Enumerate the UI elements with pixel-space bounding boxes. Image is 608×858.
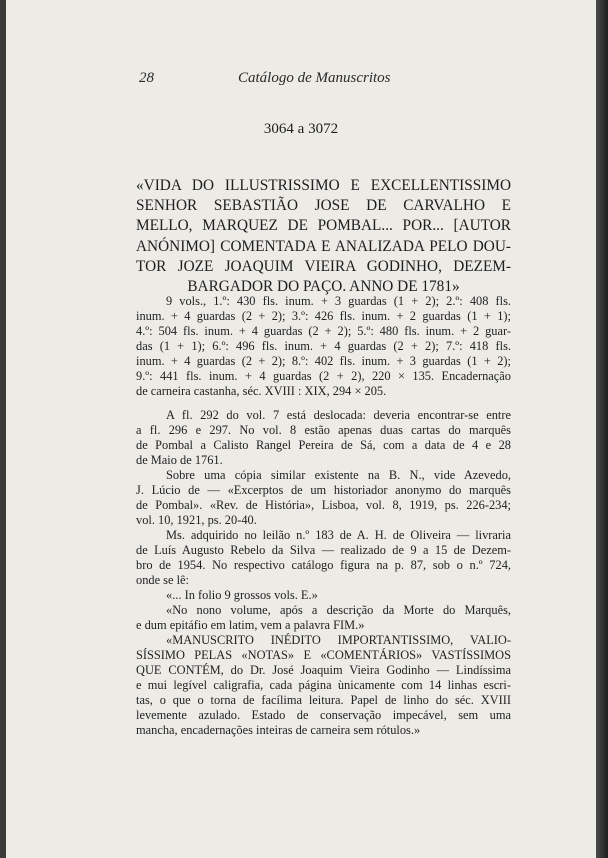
- running-title: Catálogo de Manuscritos: [238, 70, 391, 86]
- text-line: de carneira castanha, séc. XVIII : XIX, 294 × 205.: [136, 384, 387, 398]
- text-line: levemente azulado. Estado de conservação impecável, sem uma: [136, 708, 511, 722]
- text-line: Ms. adquirido no leilão n.º 183 de A. H. de Oliveira — livraria: [166, 528, 511, 542]
- catalog-entry-number: 3064 a 3072: [263, 121, 339, 137]
- text-line: «No nono volume, após a descrição da Morte do Marquês,: [166, 603, 511, 617]
- text-line: bro de 1954. No respectivo catálogo figura na p. 87, sob o n.º 724,: [136, 558, 511, 572]
- text-line: SÍSSIMO PELAS «NOTAS» E «COMENTÁRIOS» VASTÍSSIMOS: [136, 648, 511, 662]
- page-number: 28: [139, 70, 154, 86]
- text-line: de Luís Augusto Rebelo da Silva — realizado de 9 a 15 de Dezem-: [136, 543, 511, 557]
- text-line: e dum epitáfio em latim, vem a palavra FIM.»: [136, 618, 365, 632]
- entry-title-line: ANÓNIMO] COMENTADA E ANALIZADA PELO DOU-: [136, 237, 511, 255]
- page-edge-shadow: [596, 0, 608, 858]
- entry-title-line: BARGADOR DO PAÇO. ANNO DE 1781»: [187, 278, 460, 296]
- text-line: das (1 + 1); 6.º: 496 fls. inum. + 4 guardas (2 + 2); 7.º: 418 fls.: [136, 339, 511, 353]
- text-line: tas, o que o torna de facílima leitura. Papel de linho do séc. XVIII: [136, 693, 511, 707]
- text-line: Sobre uma cópia similar existente na B. N., vide Azevedo,: [166, 468, 511, 482]
- text-line: e mui legível caligrafia, cada página ùnicamente com 14 linhas escri-: [136, 678, 511, 692]
- text-line: mancha, encadernações inteiras de carneira sem rótulos.»: [136, 723, 421, 737]
- entry-title-line: SENHOR SEBASTIÃO JOSE DE CARVALHO E: [136, 197, 511, 215]
- text-line: de Maio de 1761.: [136, 453, 223, 467]
- text-line: de Pombal». «Rev. de História», Lisboa, vol. 8, 1919, ps. 226-234;: [136, 498, 511, 512]
- notes: [136, 408, 511, 738]
- text-line: «MANUSCRITO INÉDITO IMPORTANTISSIMO, VALIO-: [166, 633, 511, 647]
- entry-title-line: MELLO, MARQUEZ DE POMBAL... POR... [AUTOR: [136, 217, 511, 235]
- text-line: onde se lê:: [136, 573, 189, 587]
- text-line: 4.º: 504 fls. inum. + 4 guardas (2 + 2); 5.º: 480 fls. inum. + 2 guar-: [136, 324, 511, 338]
- book-page: [6, 0, 596, 858]
- entry-title: [136, 176, 511, 297]
- text-line: A fl. 292 do vol. 7 está deslocada: deveria encontrar-se entre: [166, 408, 511, 422]
- text-line: «... In folio 9 grossos vols. E.»: [166, 588, 318, 602]
- physical-description: [136, 294, 511, 399]
- text-line: 9 vols., 1.º: 430 fls. inum. + 3 guardas (1 + 2); 2.º: 408 fls.: [166, 294, 511, 308]
- text-line: inum. + 4 guardas (2 + 2); 8.º: 402 fls. inum. + 3 guardas (1 + 2);: [136, 354, 511, 368]
- text-line: QUE CONTÉM, do Dr. José Joaquim Vieira Godinho — Lindíssima: [136, 663, 511, 677]
- entry-title-line: TOR JOZE JOAQUIM VIEIRA GODINHO, DEZEM-: [136, 257, 511, 275]
- text-line: J. Lúcio de — «Excerptos de um historiador anonymo do marquês: [136, 483, 511, 497]
- text-line: 9.º: 441 fls. inum. + 4 guardas (2 + 2), 220 × 135. Encadernação: [136, 369, 511, 383]
- text-line: inum. + 4 guardas (2 + 2); 3.º: 426 fls. inum. + 2 guardas (1 + 1);: [136, 309, 511, 323]
- text-line: de Pombal a Calisto Rangel Pereira de Sá, com a data de 4 e 28: [136, 438, 511, 452]
- text-line: vol. 10, 1921, ps. 20-40.: [136, 513, 257, 527]
- text-line: a fl. 296 e 297. No vol. 8 estão apenas duas cartas do marquês: [136, 423, 511, 437]
- entry-title-line: «VIDA DO ILLUSTRISSIMO E EXCELLENTISSIMO: [136, 177, 511, 194]
